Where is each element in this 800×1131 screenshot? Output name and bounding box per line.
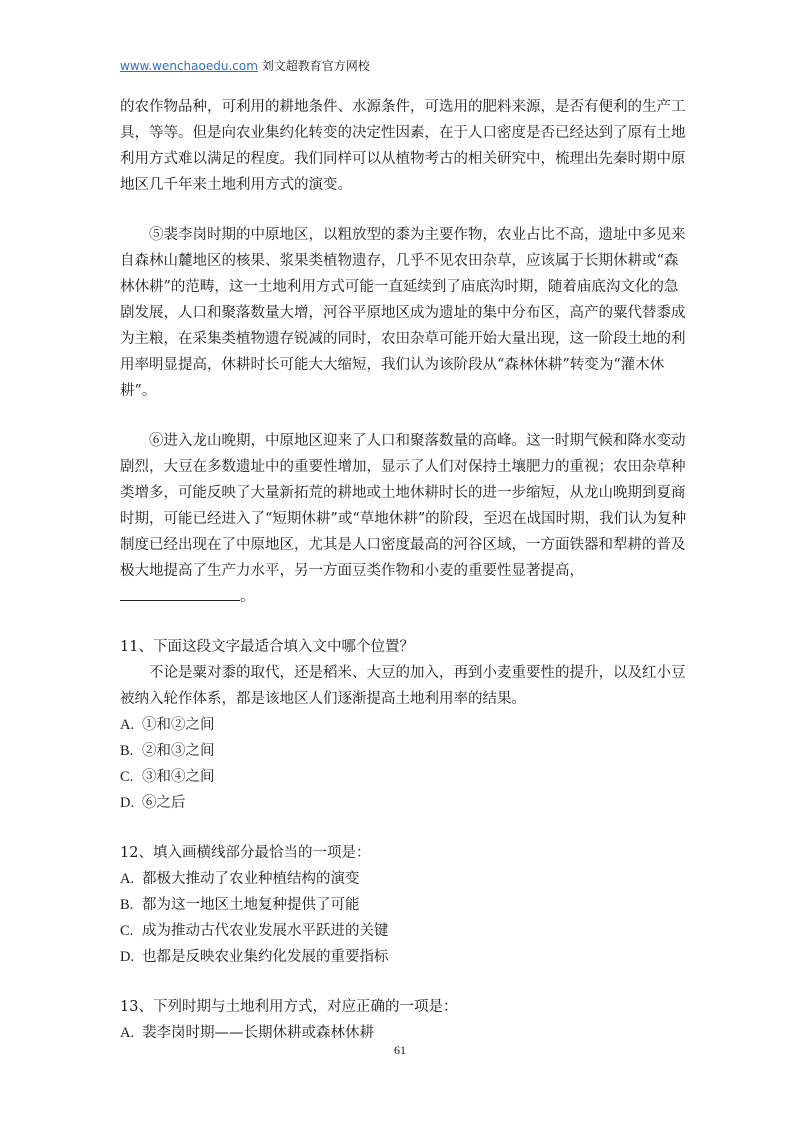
option-letter: C. xyxy=(120,923,134,939)
option-b[interactable] xyxy=(120,892,692,918)
option-letter: A. xyxy=(120,1025,135,1041)
option-a[interactable] xyxy=(120,866,692,892)
page-header xyxy=(120,57,370,74)
option-letter: D. xyxy=(120,795,135,811)
question-11 xyxy=(120,634,692,816)
blank-suffix: 。 xyxy=(240,589,255,605)
paragraph-6-text: ⑥进入龙山晚期，中原地区迎来了人口和聚落数量的高峰。这一时期气候和降水变动剧烈，大豆在多数遗址中的重要性增加，显示了人们对保持土壤肥力的重视；农田杂草种类增多，可能反映了大量新拓荒的耕地或土地休耕时长的进一步缩短，从龙山晚期到夏商时期，可能已经进入了“短期休耕”或“草地休耕”的阶段，至迟在战国时期，我们认为复种制度已经出现在了中原地区，尤其是人口密度最高的河谷区域，一方面铁器和犁耕的普及极大地提高了生产力水平，另一方面豆类作物和小麦的重要性显著提高， xyxy=(120,433,687,579)
option-letter: C. xyxy=(120,769,134,785)
option-d[interactable] xyxy=(120,790,692,816)
question-passage: 不论是粟对黍的取代，还是稻米、大豆的加入，再到小麦重要性的提升，以及红小豆被纳入轮作体系，都是该地区人们逐渐提高土地利用率的结果。 xyxy=(120,665,686,707)
option-letter: A. xyxy=(120,717,135,733)
fill-blank-line xyxy=(120,586,240,601)
site-url-link[interactable]: www.wenchaoedu.com xyxy=(120,59,258,73)
paragraph-6 xyxy=(120,428,692,610)
option-b[interactable] xyxy=(120,738,692,764)
paragraph-intro: 的农作物品种，可利用的耕地条件、水源条件，可选用的肥料来源，是否有便利的生产工具，等等。但是向农业集约化转变的决定性因素，在于人口密度是否已经达到了原有土地利用方式难以满足的程度。我们同样可以从植物考古的相关研究中，梳理出先秦时期中原地区几千年来土地利用方式的演变。 xyxy=(120,99,686,193)
option-text: 裴李岗时期——长期休耕或森林休耕 xyxy=(142,1025,374,1041)
option-c[interactable] xyxy=(120,918,692,944)
page-number: 61 xyxy=(394,1043,406,1057)
option-text: ③和④之间 xyxy=(142,769,215,785)
option-letter: B. xyxy=(120,897,134,913)
option-letter: B. xyxy=(120,743,134,759)
option-d[interactable] xyxy=(120,944,692,970)
option-text: 都为这一地区土地复种提供了可能 xyxy=(142,897,360,913)
paragraph-5: ⑤裴李岗时期的中原地区，以粗放型的黍为主要作物，农业占比不高，遗址中多见来自森林山麓地区的核果、浆果类植物遗存，几乎不见农田杂草，应该属于长期休耕或“森林休耕”的范畴，这一土地利用方式可能一直延续到了庙底沟时期，随着庙底沟文化的急剧发展，人口和聚落数量大增，河谷平原地区成为遗址的集中分布区，高产的粟代替黍成为主粮，在采集类植物遗存锐减的同时，农田杂草可能开始大量出现，这一阶段土地的利用率明显提高，休耕时长可能大大缩短，我们认为该阶段从“森林休耕”转变为“灌木休耕”。 xyxy=(120,227,686,399)
option-a[interactable] xyxy=(120,712,692,738)
document-body xyxy=(120,94,692,1046)
site-name: 刘文超教育官方网校 xyxy=(261,59,370,73)
question-12 xyxy=(120,840,692,970)
question-stem: 12、填入画横线部分最恰当的一项是： xyxy=(120,845,371,861)
option-text: ②和③之间 xyxy=(142,743,215,759)
option-text: 也都是反映农业集约化发展的重要指标 xyxy=(142,949,389,965)
question-stem: 13、下列时期与土地利用方式，对应正确的一项是： xyxy=(120,999,458,1015)
option-text: ⑥之后 xyxy=(142,795,186,811)
question-stem: 11、下面这段文字最适合填入文中哪个位置？ xyxy=(120,639,414,655)
question-13 xyxy=(120,994,692,1046)
option-letter: D. xyxy=(120,949,135,965)
option-text: 成为推动古代农业发展水平跃进的关键 xyxy=(142,923,389,939)
option-text: 都极大推动了农业种植结构的演变 xyxy=(142,871,360,887)
option-c[interactable] xyxy=(120,764,692,790)
option-letter: A. xyxy=(120,871,135,887)
option-text: ①和②之间 xyxy=(142,717,215,733)
